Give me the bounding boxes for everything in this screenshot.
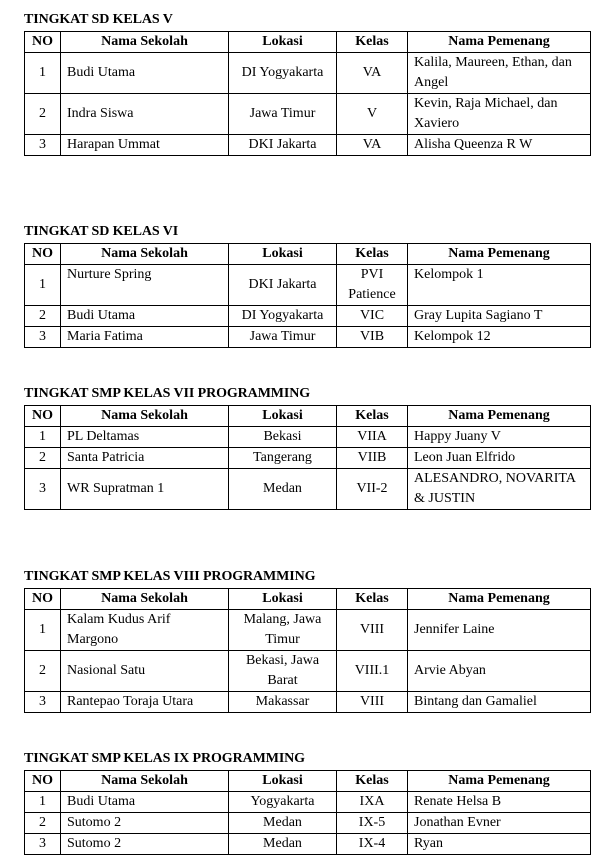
table-header-row (25, 589, 591, 610)
cell-nama-pemenang: Alisha Queenza R W (408, 135, 591, 156)
winners-table (24, 31, 591, 156)
cell-nama-sekolah: Maria Fatima (61, 327, 229, 348)
header-no: NO (25, 589, 61, 610)
cell-nama-pemenang: Leon Juan Elfrido (408, 448, 591, 469)
cell-nama-sekolah: Sutomo 2 (61, 813, 229, 834)
cell-no: 3 (25, 135, 61, 156)
cell-nama-pemenang: Ryan (408, 834, 591, 855)
cell-nama-pemenang: Kelompok 12 (408, 327, 591, 348)
cell-no: 2 (25, 94, 61, 135)
cell-kelas: VII-2 (337, 469, 408, 510)
cell-kelas: VA (337, 135, 408, 156)
header-nama-pemenang: Nama Pemenang (408, 406, 591, 427)
table-row (25, 427, 591, 448)
table-row (25, 94, 591, 135)
winners-table (24, 405, 591, 510)
table-row (25, 834, 591, 855)
header-kelas: Kelas (337, 406, 408, 427)
section-title: TINGKAT SMP KELAS VIII PROGRAMMING (24, 569, 316, 584)
section-title: TINGKAT SMP KELAS IX PROGRAMMING (24, 751, 305, 766)
cell-lokasi: Medan (229, 469, 337, 510)
cell-nama-pemenang: Kelompok 1 (408, 265, 591, 306)
header-no: NO (25, 406, 61, 427)
header-lokasi: Lokasi (229, 244, 337, 265)
winners-table (24, 243, 591, 348)
cell-kelas: VIII (337, 692, 408, 713)
cell-nama-sekolah: Indra Siswa (61, 94, 229, 135)
table-row (25, 692, 591, 713)
header-no: NO (25, 32, 61, 53)
cell-lokasi: DKI Jakarta (229, 135, 337, 156)
cell-nama-sekolah: Nurture Spring (61, 265, 229, 306)
cell-kelas: V (337, 94, 408, 135)
header-lokasi: Lokasi (229, 771, 337, 792)
cell-lokasi: Medan (229, 813, 337, 834)
header-nama-sekolah: Nama Sekolah (61, 244, 229, 265)
header-nama-pemenang: Nama Pemenang (408, 771, 591, 792)
cell-nama-pemenang: Kalila, Maureen, Ethan, dan Angel (408, 53, 591, 94)
table-row (25, 813, 591, 834)
cell-lokasi: Jawa Timur (229, 94, 337, 135)
cell-nama-sekolah: Kalam Kudus Arif Margono (61, 610, 229, 651)
cell-kelas: VIC (337, 306, 408, 327)
cell-kelas: VIII (337, 610, 408, 651)
table-row (25, 265, 591, 306)
section-smp-kelas-vii (24, 386, 590, 510)
cell-nama-pemenang: Arvie Abyan (408, 651, 591, 692)
section-smp-kelas-ix (24, 751, 590, 855)
table-header-row (25, 406, 591, 427)
section-title: TINGKAT SMP KELAS VII PROGRAMMING (24, 386, 311, 401)
section-title: TINGKAT SD KELAS VI (24, 224, 179, 239)
table-header-row (25, 244, 591, 265)
cell-kelas: IX-4 (337, 834, 408, 855)
header-lokasi: Lokasi (229, 406, 337, 427)
cell-lokasi: DI Yogyakarta (229, 306, 337, 327)
cell-nama-sekolah: Harapan Ummat (61, 135, 229, 156)
cell-lokasi: Tangerang (229, 448, 337, 469)
cell-no: 3 (25, 692, 61, 713)
cell-nama-pemenang: Gray Lupita Sagiano T (408, 306, 591, 327)
table-row (25, 792, 591, 813)
cell-kelas: VIB (337, 327, 408, 348)
cell-no: 3 (25, 327, 61, 348)
table-row (25, 448, 591, 469)
cell-nama-pemenang: Jennifer Laine (408, 610, 591, 651)
winners-table (24, 770, 591, 855)
header-nama-sekolah: Nama Sekolah (61, 771, 229, 792)
cell-kelas: PVI Patience (337, 265, 408, 306)
header-nama-pemenang: Nama Pemenang (408, 589, 591, 610)
cell-lokasi: DKI Jakarta (229, 265, 337, 306)
cell-nama-sekolah: Budi Utama (61, 53, 229, 94)
header-nama-pemenang: Nama Pemenang (408, 244, 591, 265)
table-row (25, 306, 591, 327)
table-row (25, 135, 591, 156)
header-lokasi: Lokasi (229, 589, 337, 610)
cell-kelas: IX-5 (337, 813, 408, 834)
cell-nama-pemenang: Happy Juany V (408, 427, 591, 448)
cell-no: 3 (25, 834, 61, 855)
cell-lokasi: DI Yogyakarta (229, 53, 337, 94)
cell-lokasi: Bekasi (229, 427, 337, 448)
cell-lokasi: Yogyakarta (229, 792, 337, 813)
cell-nama-pemenang: ALESANDRO, NOVARITA & JUSTIN (408, 469, 591, 510)
cell-no: 3 (25, 469, 61, 510)
cell-no: 2 (25, 651, 61, 692)
cell-no: 2 (25, 813, 61, 834)
table-row (25, 327, 591, 348)
table-row (25, 469, 591, 510)
cell-no: 2 (25, 448, 61, 469)
table-header-row (25, 771, 591, 792)
header-kelas: Kelas (337, 771, 408, 792)
cell-kelas: IXA (337, 792, 408, 813)
cell-nama-sekolah: Nasional Satu (61, 651, 229, 692)
cell-no: 2 (25, 306, 61, 327)
section-sd-kelas-vi (24, 224, 590, 348)
section-sd-kelas-v (24, 12, 590, 156)
cell-nama-pemenang: Renate Helsa B (408, 792, 591, 813)
cell-nama-pemenang: Jonathan Evner (408, 813, 591, 834)
cell-no: 1 (25, 610, 61, 651)
cell-nama-sekolah: Santa Patricia (61, 448, 229, 469)
table-header-row (25, 32, 591, 53)
table-row (25, 610, 591, 651)
cell-lokasi: Bekasi, Jawa Barat (229, 651, 337, 692)
cell-lokasi: Medan (229, 834, 337, 855)
cell-nama-sekolah: Budi Utama (61, 792, 229, 813)
header-kelas: Kelas (337, 244, 408, 265)
cell-kelas: VA (337, 53, 408, 94)
header-no: NO (25, 244, 61, 265)
cell-lokasi: Malang, Jawa Timur (229, 610, 337, 651)
cell-kelas: VIII.1 (337, 651, 408, 692)
cell-no: 1 (25, 427, 61, 448)
header-nama-sekolah: Nama Sekolah (61, 406, 229, 427)
section-title: TINGKAT SD KELAS V (24, 12, 173, 27)
cell-nama-pemenang: Bintang dan Gamaliel (408, 692, 591, 713)
table-row (25, 651, 591, 692)
header-nama-pemenang: Nama Pemenang (408, 32, 591, 53)
cell-nama-sekolah: Budi Utama (61, 306, 229, 327)
header-kelas: Kelas (337, 32, 408, 53)
header-lokasi: Lokasi (229, 32, 337, 53)
cell-nama-sekolah: Sutomo 2 (61, 834, 229, 855)
cell-nama-sekolah: Rantepao Toraja Utara (61, 692, 229, 713)
cell-lokasi: Makassar (229, 692, 337, 713)
cell-kelas: VIIA (337, 427, 408, 448)
winners-table (24, 588, 591, 713)
header-kelas: Kelas (337, 589, 408, 610)
cell-kelas: VIIB (337, 448, 408, 469)
cell-nama-pemenang: Kevin, Raja Michael, dan Xaviero (408, 94, 591, 135)
cell-nama-sekolah: WR Supratman 1 (61, 469, 229, 510)
cell-no: 1 (25, 265, 61, 306)
header-nama-sekolah: Nama Sekolah (61, 589, 229, 610)
cell-no: 1 (25, 53, 61, 94)
header-nama-sekolah: Nama Sekolah (61, 32, 229, 53)
cell-lokasi: Jawa Timur (229, 327, 337, 348)
table-row (25, 53, 591, 94)
header-no: NO (25, 771, 61, 792)
cell-no: 1 (25, 792, 61, 813)
cell-nama-sekolah: PL Deltamas (61, 427, 229, 448)
section-smp-kelas-viii (24, 569, 590, 713)
